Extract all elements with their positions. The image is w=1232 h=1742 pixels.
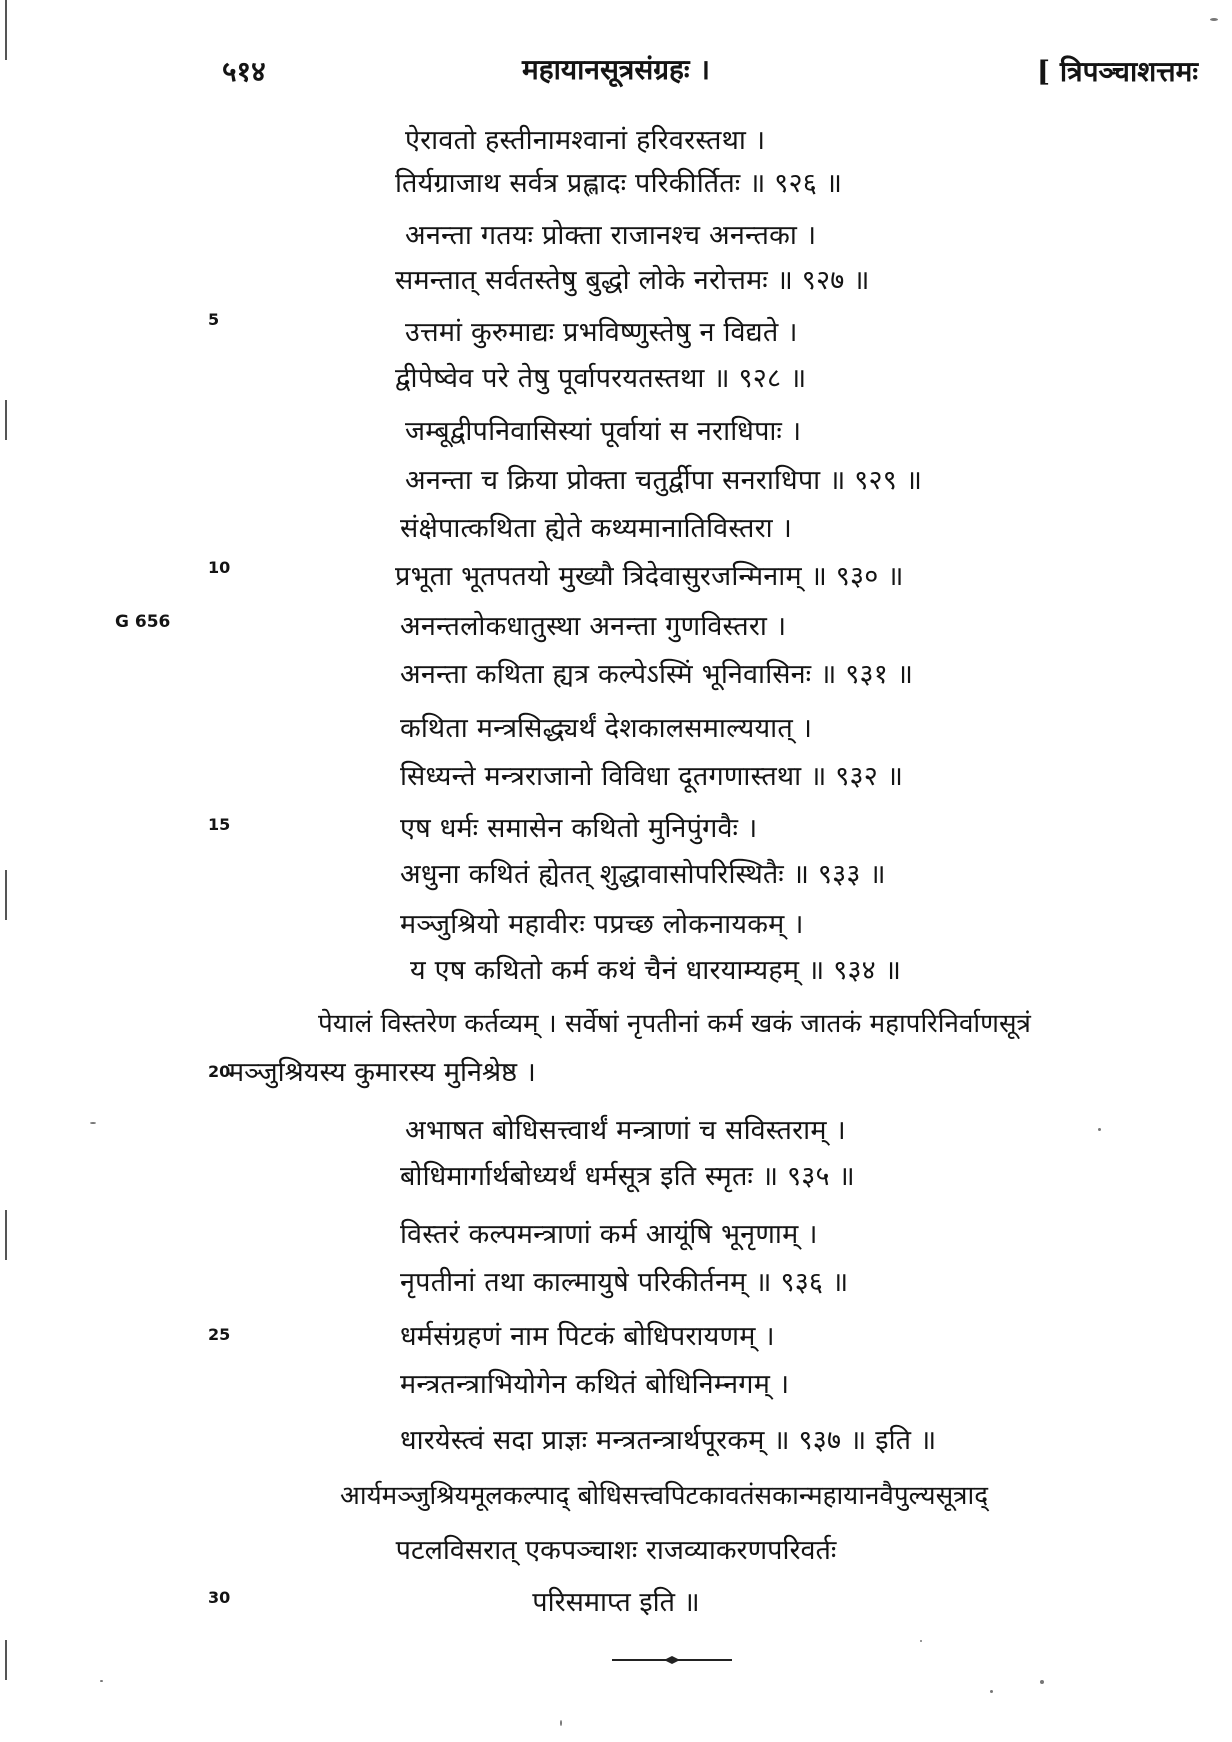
line-number-5: 5 [208, 310, 220, 329]
prose-line: पेयालं विस्तरेण कर्तव्यम् । सर्वेषां नृपतीनां कर्म खकं जातकं महापरिनिर्वाणसूत्रं [318, 1009, 1031, 1039]
verse-line: समन्तात् सर्वतस्तेषु बुद्धो लोके नरोत्तमः ॥ ९२७ ॥ [395, 265, 870, 296]
line-number-10: 10 [208, 558, 231, 577]
verse-line: धर्मसंग्रहणं नाम पिटकं बोधिपरायणम् । [400, 1321, 775, 1352]
paper-speck [90, 1122, 96, 1124]
paper-speck [560, 1720, 562, 1726]
verse-line: अभाषत बोधिसत्त्वार्थं मन्त्राणां च सविस्तराम् । [405, 1115, 846, 1146]
colophon-line: परिसमाप्त इति ॥ [532, 1587, 700, 1618]
line-number-20: 20 [208, 1062, 231, 1081]
verse-line: कथिता मन्त्रसिद्ध्यर्थं देशकालसमाल्ययात् । [400, 713, 813, 744]
verse-line: जम्बूद्वीपनिवासिस्यां पूर्वायां स नराधिपाः । [405, 416, 802, 447]
verse-line: मन्त्रतन्त्राभियोगेन कथितं बोधिनिम्नगम् । [400, 1369, 790, 1400]
binding-edge-mark [5, 1210, 7, 1260]
prose-line: मञ्जुश्रियस्य कुमारस्य मुनिश्रेष्ठ । [228, 1057, 536, 1088]
verse-line: नृपतीनां तथा काल्मायुषे परिकीर्तनम् ॥ ९३६ ॥ [400, 1267, 849, 1298]
verse-line: सिध्यन्ते मन्त्रराजानो विविधा दूतगणास्तथा ॥ ९३२ ॥ [400, 761, 904, 792]
verse-line: अनन्ता गतयः प्रोक्ता राजानश्च अनन्तका । [405, 220, 817, 251]
binding-edge-mark [5, 1640, 7, 1680]
verse-line: धारयेस्त्वं सदा प्राज्ञः मन्त्रतन्त्रार्थपूरकम् ॥ ९३७ ॥ इति ॥ [400, 1425, 937, 1456]
paper-speck [100, 1680, 103, 1682]
verse-line: अनन्तलोकधातुस्था अनन्ता गुणविस्तरा । [400, 611, 787, 642]
running-title: महायानसूत्रसंग्रहः । [522, 53, 710, 86]
verse-line: य एष कथितो कर्म कथं चैनं धारयाम्यहम् ॥ ९३४ ॥ [410, 955, 902, 986]
chapter-heading: [ त्रिपञ्चाशत्तमः [1036, 55, 1198, 88]
line-number-25: 25 [208, 1325, 231, 1344]
colophon-line: आर्यमञ्जुश्रियमूलकल्पाद् बोधिसत्त्वपिटकावतंसकान्महायानवैपुल्यसूत्राद् [340, 1481, 989, 1511]
verse-line: अधुना कथितं ह्येतत् शुद्धावासोपरिस्थितैः ॥ ९३३ ॥ [400, 859, 886, 890]
verse-line: तिर्यग्राजाथ सर्वत्र प्रह्लादः परिकीर्तितः ॥ ९२६ ॥ [395, 168, 843, 199]
paper-speck [990, 1690, 993, 1693]
verse-line: मञ्जुश्रियो महावीरः पप्रच्छ लोकनायकम् । [400, 909, 804, 940]
verse-line: अनन्ता कथिता ह्यत्र कल्पेऽस्मिं भूनिवासिनः ॥ ९३१ ॥ [400, 659, 914, 690]
binding-edge-mark [5, 400, 7, 440]
verse-line: द्वीपेष्वेव परे तेषु पूर्वापरयतस्तथा ॥ ९२८ ॥ [395, 363, 807, 394]
page-number: ५१४ [222, 55, 266, 88]
verse-line: ऐरावतो हस्तीनामश्वानां हरिवरस्तथा । [405, 125, 766, 156]
line-number-15: 15 [208, 815, 231, 834]
verse-line: प्रभूता भूतपतयो मुख्यौ त्रिदेवासुरजन्मिनाम् ॥ ९३० ॥ [395, 561, 904, 592]
paper-speck [1210, 18, 1218, 21]
binding-edge-mark [5, 870, 7, 920]
verse-line: बोधिमार्गार्थबोध्यर्थं धर्मसूत्र इति स्मृतः ॥ ९३५ ॥ [400, 1161, 855, 1192]
line-number-30: 30 [208, 1588, 231, 1607]
verse-line: अनन्ता च क्रिया प्रोक्ता चतुर्द्वीपा सनराधिपा ॥ ९२९ ॥ [405, 465, 923, 496]
verse-line: एष धर्मः समासेन कथितो मुनिपुंगवैः । [400, 813, 758, 844]
paper-speck [1098, 1128, 1101, 1131]
paper-speck [920, 1640, 922, 1642]
verse-line: विस्तरं कल्पमन्त्राणां कर्म आयूंषि भूनृणाम् । [400, 1219, 818, 1250]
closing-ornament-rule [612, 1655, 732, 1665]
verse-line: संक्षेपात्कथिता ह्येते कथ्यमानातिविस्तरा । [400, 513, 793, 544]
g-page-reference: G 656 [115, 612, 171, 632]
colophon-line: पटलविसरात् एकपञ्चाशः राजव्याकरणपरिवर्तः [395, 1535, 837, 1566]
paper-speck [1040, 1680, 1044, 1684]
verse-line: उत्तमां कुरुमाद्यः प्रभविष्णुस्तेषु न विद्यते । [405, 317, 798, 348]
